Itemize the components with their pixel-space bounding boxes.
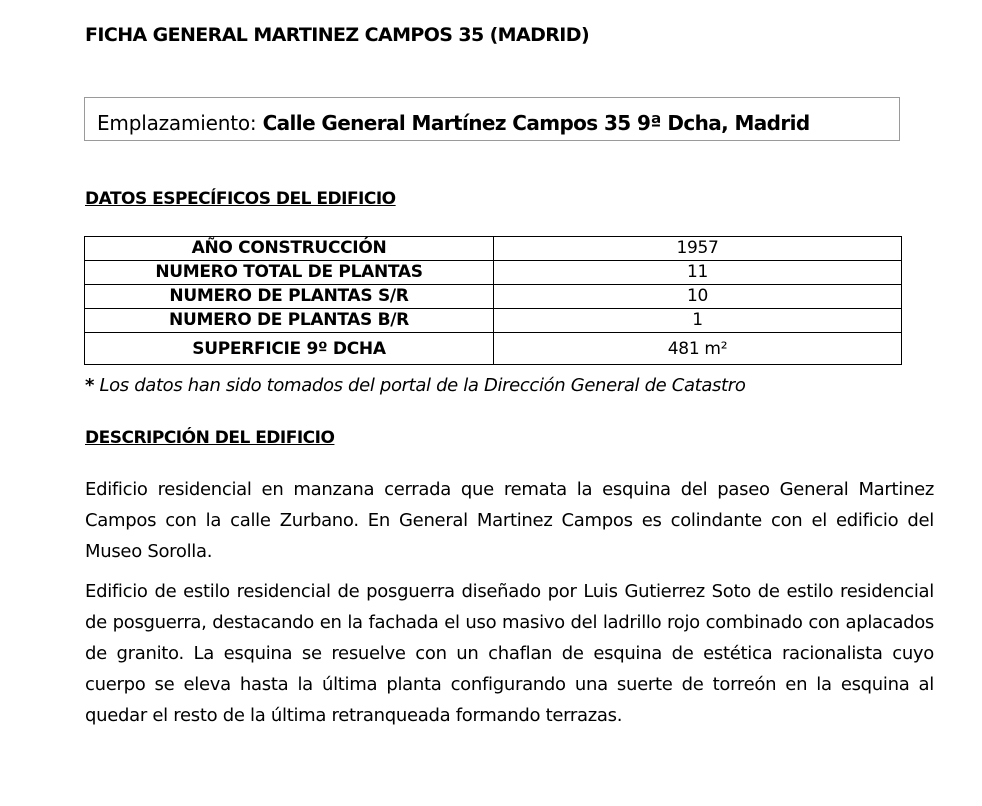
table-row (85, 333, 902, 365)
location-box (84, 97, 900, 141)
description-heading: DESCRIPCIÓN DEL EDIFICIO (85, 428, 335, 448)
row-value: 11 (494, 261, 902, 285)
location-label: Emplazamiento: (97, 111, 263, 135)
document-title: FICHA GENERAL MARTINEZ CAMPOS 35 (MADRID) (85, 24, 590, 46)
table-row (85, 237, 902, 261)
building-data-heading: DATOS ESPECÍFICOS DEL EDIFICIO (85, 189, 396, 209)
building-data-table (84, 236, 902, 365)
row-value: 481 m² (494, 333, 902, 365)
row-value: 1 (494, 309, 902, 333)
table-row (85, 309, 902, 333)
row-key: NUMERO DE PLANTAS B/R (85, 309, 494, 333)
description-paragraph-2: Edificio de estilo residencial de posguerra diseñado por Luis Gutierrez Soto de estilo residencial de posguerra, destacando en la fachada el uso masivo del ladrillo rojo combinado con aplacados de granito. La esquina se resuelve con un chaflan de esquina de estética racionalista cuyo cuerpo se eleva hasta la última planta configurando una suerte de torreón en la esquina al quedar el resto de la última retranqueada formando terrazas. (85, 581, 934, 726)
row-key: NUMERO TOTAL DE PLANTAS (85, 261, 494, 285)
source-note (85, 375, 745, 396)
row-key: NUMERO DE PLANTAS S/R (85, 285, 494, 309)
description-paragraph-1: Edificio residencial en manzana cerrada que remata la esquina del paseo General Martinez Campos con la calle Zurbano. En General Martinez Campos es colindante con el edificio del Museo Sorolla. (85, 479, 934, 562)
table-row (85, 261, 902, 285)
row-key: AÑO CONSTRUCCIÓN (85, 237, 494, 261)
table-row (85, 285, 902, 309)
source-note-text: Los datos han sido tomados del portal de la Dirección General de Catastro (94, 375, 746, 396)
row-key: SUPERFICIE 9º DCHA (85, 333, 494, 365)
row-value: 10 (494, 285, 902, 309)
source-note-asterisk: * (85, 375, 95, 396)
location-value: Calle General Martínez Campos 35 9ª Dcha, Madrid (262, 111, 810, 135)
row-value: 1957 (494, 237, 902, 261)
